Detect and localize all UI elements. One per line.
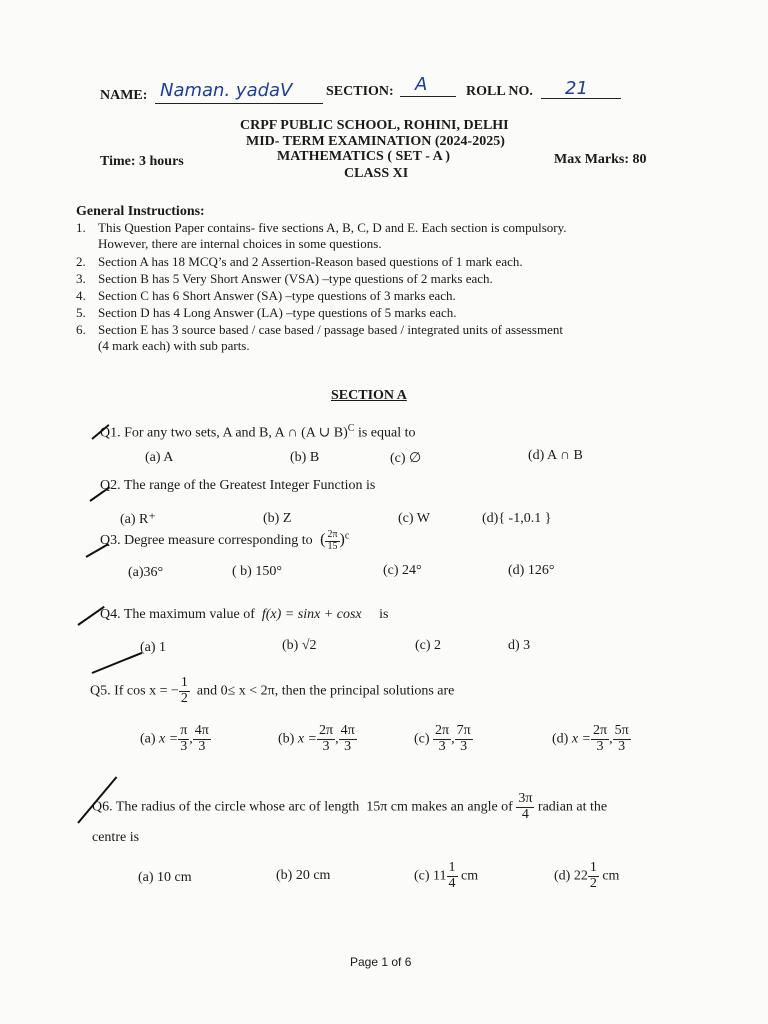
instruction-1-line2: However, there are internal choices in some questions.	[98, 236, 382, 251]
instruction-2-line1: Section A has 18 MCQ’s and 2 Assertion-Reason based questions of 1 mark each.	[98, 254, 523, 269]
q3-option-a[interactable]: (a)36°	[128, 565, 164, 580]
instruction-6-num: 6.	[76, 322, 86, 337]
subject-title: MATHEMATICS ( SET - A )	[277, 149, 451, 164]
q4-option-a[interactable]: (a) 1	[140, 640, 167, 655]
instruction-1-line1: This Question Paper contains- five sections A, B, C, D and E. Each section is compulsory.	[98, 220, 567, 235]
instruction-6-line2: (4 mark each) with sub parts.	[98, 338, 250, 353]
q1-option-a[interactable]: (a) A	[145, 450, 174, 465]
q1-option-d[interactable]: (d) A ∩ B	[528, 448, 583, 463]
q4-text: Q4. The maximum value of f(x) = sinx + cosx is	[100, 607, 389, 622]
q6-option-c[interactable]: (c) 11 $\frac{1}{4}$ cm	[414, 860, 479, 891]
student-name: Naman. yadaV	[160, 80, 293, 101]
instruction-4-num: 4.	[76, 288, 86, 303]
instruction-5-line1: Section D has 4 Long Answer (LA) –type questions of 5 marks each.	[98, 305, 457, 320]
page-number: Page 1 of 6	[350, 955, 412, 969]
q4-option-b[interactable]: (b) √2	[282, 638, 317, 653]
instruction-6-line1: Section E has 3 source based / case based / passage based / integrated units of assessment	[98, 322, 563, 337]
q2-option-a[interactable]: (a) R⁺	[120, 512, 156, 527]
instruction-3-num: 3.	[76, 271, 86, 286]
q4-option-c[interactable]: (c) 2	[415, 638, 442, 653]
instruction-5-num: 5.	[76, 305, 86, 320]
roll-value: 21	[565, 78, 588, 99]
q1-text: Q1. For any two sets, A and B, A ∩ (A ∪ B)$^C$ is equal to	[100, 423, 416, 441]
q2-option-c[interactable]: (c) W	[398, 511, 430, 526]
name-label: NAME:	[100, 88, 148, 103]
q6-text: Q6. The radius of the circle whose arc of length 15π cm makes an angle of $\frac{3\pi}{4}$ radian at the	[92, 791, 608, 822]
q6-text-line2: centre is	[92, 830, 140, 845]
q4-answer-mark	[92, 652, 143, 674]
q1-option-b[interactable]: (b) B	[290, 450, 320, 465]
q5-option-b[interactable]: (b) x = $\frac{2\pi}{3}$ , $\frac{4\pi}{3}$	[278, 723, 355, 754]
roll-label: ROLL NO.	[466, 84, 533, 99]
school-name: CRPF PUBLIC SCHOOL, ROHINI, DELHI	[240, 118, 509, 133]
q2-text: Q2. The range of the Greatest Integer Function is	[100, 478, 376, 493]
q3-option-c[interactable]: (c) 24°	[383, 563, 422, 578]
q5-option-d[interactable]: (d) x = $\frac{2\pi}{3}$ , $\frac{5\pi}{3}$	[552, 723, 629, 754]
instruction-1-num: 1.	[76, 220, 86, 235]
q5-text: Q5. If cos x = − $\frac{1}{2}$ and 0≤ x < 2π, then the principal solutions are	[90, 675, 455, 706]
q3-text: Q3. Degree measure corresponding to ( $\frac{2\pi}{15}$ )$^c$	[100, 529, 350, 552]
section-label: SECTION:	[326, 84, 394, 99]
class-title: CLASS XI	[344, 166, 409, 181]
q3-option-d[interactable]: (d) 126°	[508, 563, 555, 578]
q2-option-b[interactable]: (b) Z	[263, 511, 292, 526]
max-marks: Max Marks: 80	[554, 152, 647, 167]
q3-option-b[interactable]: ( b) 150°	[232, 564, 282, 579]
q5-option-a[interactable]: (a) x = $\frac{\pi}{3}$ , $\frac{4\pi}{3}$	[140, 723, 209, 754]
instruction-4-line1: Section C has 6 Short Answer (SA) –type questions of 3 marks each.	[98, 288, 456, 303]
q2-option-d[interactable]: (d){ -1,0.1 }	[482, 511, 552, 526]
q5-option-c[interactable]: (c) $\frac{2\pi}{3}$ , $\frac{7\pi}{3}$	[414, 723, 471, 754]
instructions-title: General Instructions:	[76, 204, 205, 219]
exam-title: MID- TERM EXAMINATION (2024-2025)	[246, 134, 505, 149]
exam-time: Time: 3 hours	[100, 154, 184, 169]
instruction-3-line1: Section B has 5 Very Short Answer (VSA) –type questions of 2 marks each.	[98, 271, 493, 286]
q6-option-a[interactable]: (a) 10 cm	[138, 870, 192, 885]
section-a-title: SECTION A	[331, 388, 407, 403]
q1-option-c[interactable]: (c) ∅	[390, 451, 422, 466]
q6-option-d[interactable]: (d) 22 $\frac{1}{2}$ cm	[554, 860, 620, 891]
q6-option-b[interactable]: (b) 20 cm	[276, 868, 331, 883]
section-underline	[400, 96, 456, 97]
section-value: A	[415, 74, 428, 95]
name-underline	[155, 103, 323, 104]
instruction-2-num: 2.	[76, 254, 86, 269]
q4-option-d[interactable]: d) 3	[508, 638, 531, 653]
